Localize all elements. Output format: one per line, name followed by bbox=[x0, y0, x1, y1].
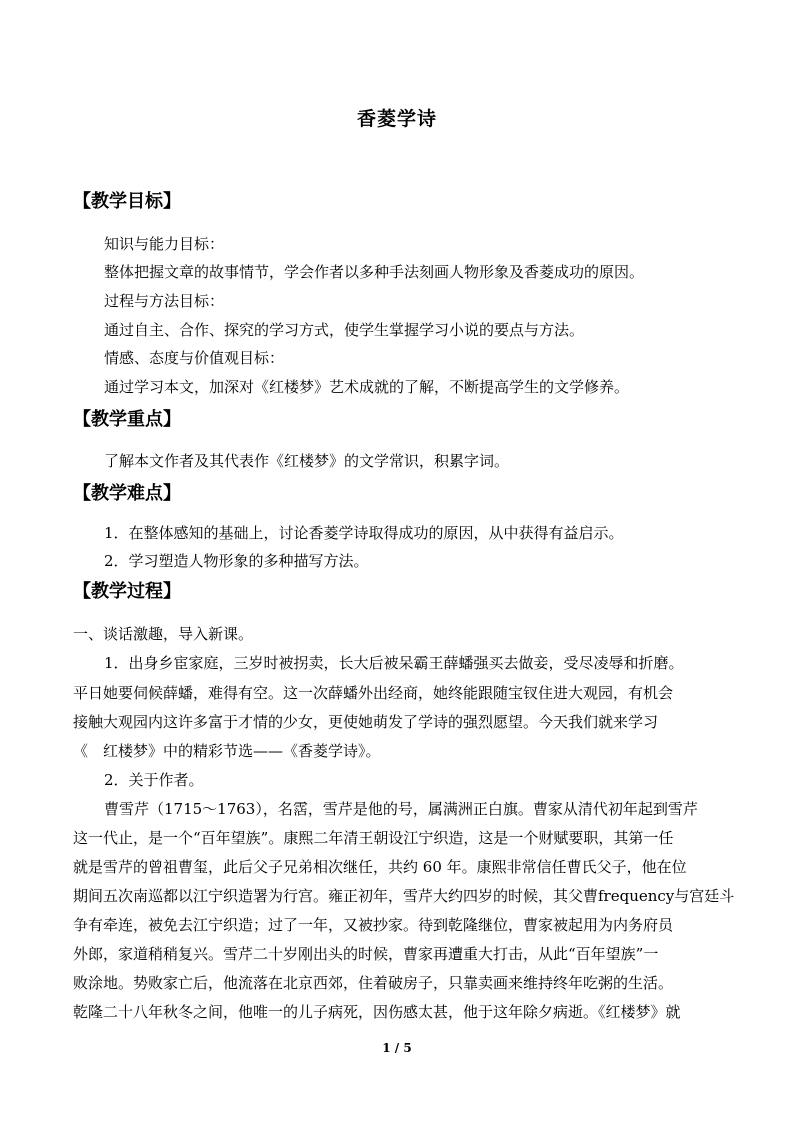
process-line: 期间五次南巡都以江宁织造署为行宫。雍正初年，雪芹大约四岁的时候，其父曹frequency与宫廷斗 bbox=[73, 887, 735, 905]
process-line: 一、谈话激趣，导入新课。 bbox=[73, 625, 254, 643]
objectives-line: 情感、态度与价值观目标： bbox=[104, 349, 285, 367]
process-line: 曹雪芹（1715～1763），名霑，雪芹是他的号，属满洲正白旗。曹家从清代初年起到雪芹 bbox=[104, 800, 698, 818]
objectives-heading: 【教学目标】 bbox=[73, 191, 181, 212]
difficulties-line: 2．学习塑造人物形象的多种描写方法。 bbox=[104, 552, 369, 570]
difficulties-line: 1．在整体感知的基础上，讨论香菱学诗取得成功的原因，从中获得有益启示。 bbox=[104, 524, 624, 542]
process-line: 外郎，家道稍稍复兴。雪芹二十岁刚出头的时候，曹家再遭重大打击，从此“百年望族”一 bbox=[73, 945, 659, 963]
page-number: 1 / 5 bbox=[382, 1041, 412, 1055]
process-line: 平日她要伺候薛蟠，难得有空。这一次薛蟠外出经商，她终能跟随宝钗住进大观园，有机会 bbox=[73, 684, 674, 702]
objectives-line: 通过学习本文，加深对《红楼梦》艺术成就的了解，不断提高学生的文学修养。 bbox=[104, 378, 630, 396]
process-line: 乾隆二十八年秋冬之间，他唯一的儿子病死，因伤感太甚，他于这年除夕病逝。《红楼梦》就 bbox=[73, 1003, 681, 1021]
process-line: 这一代止，是一个“百年望族”。康熙二年清王朝设江宁织造，这是一个财赋要职，其第一任 bbox=[73, 829, 674, 847]
document-title: 香菱学诗 bbox=[356, 108, 437, 130]
process-heading: 【教学过程】 bbox=[73, 581, 181, 602]
objectives-line: 知识与能力目标： bbox=[104, 235, 225, 253]
objectives-line: 整体把握文章的故事情节，学会作者以多种手法刻画人物形象及香菱成功的原因。 bbox=[104, 263, 645, 281]
process-line: 接触大观园内这许多富于才情的少女，更使她萌发了学诗的强烈愿望。今天我们就来学习 bbox=[73, 713, 659, 731]
difficulties-heading: 【教学难点】 bbox=[73, 483, 181, 504]
process-line: 争有牵连，被免去江宁织造；过了一年，又被抄家。待到乾隆继位，曹家被起用为内务府员 bbox=[73, 916, 674, 934]
process-line: 就是雪芹的曾祖曹玺，此后父子兄弟相次继任，共约 60 年。康熙非常信任曹氏父子，他在位 bbox=[73, 858, 687, 876]
key-points-line: 了解本文作者及其代表作《红楼梦》的文学常识，积累字词。 bbox=[104, 452, 510, 470]
objectives-line: 过程与方法目标： bbox=[104, 292, 225, 310]
process-line: 2．关于作者。 bbox=[104, 771, 204, 789]
objectives-line: 通过自主、合作、探究的学习方式，使学生掌握学习小说的要点与方法。 bbox=[104, 321, 585, 339]
key-points-heading: 【教学重点】 bbox=[73, 409, 181, 430]
process-line: 1．出身乡宦家庭，三岁时被拐卖，长大后被呆霸王薛蟠强买去做妾，受尽凌辱和折磨。 bbox=[104, 654, 684, 672]
process-line: 《 红楼梦》中的精彩节选——《香菱学诗》。 bbox=[73, 742, 381, 760]
process-line: 败涂地。势败家亡后，他流落在北京西郊，住着破房子，只靠卖画来维持终年吃粥的生活。 bbox=[73, 974, 674, 992]
